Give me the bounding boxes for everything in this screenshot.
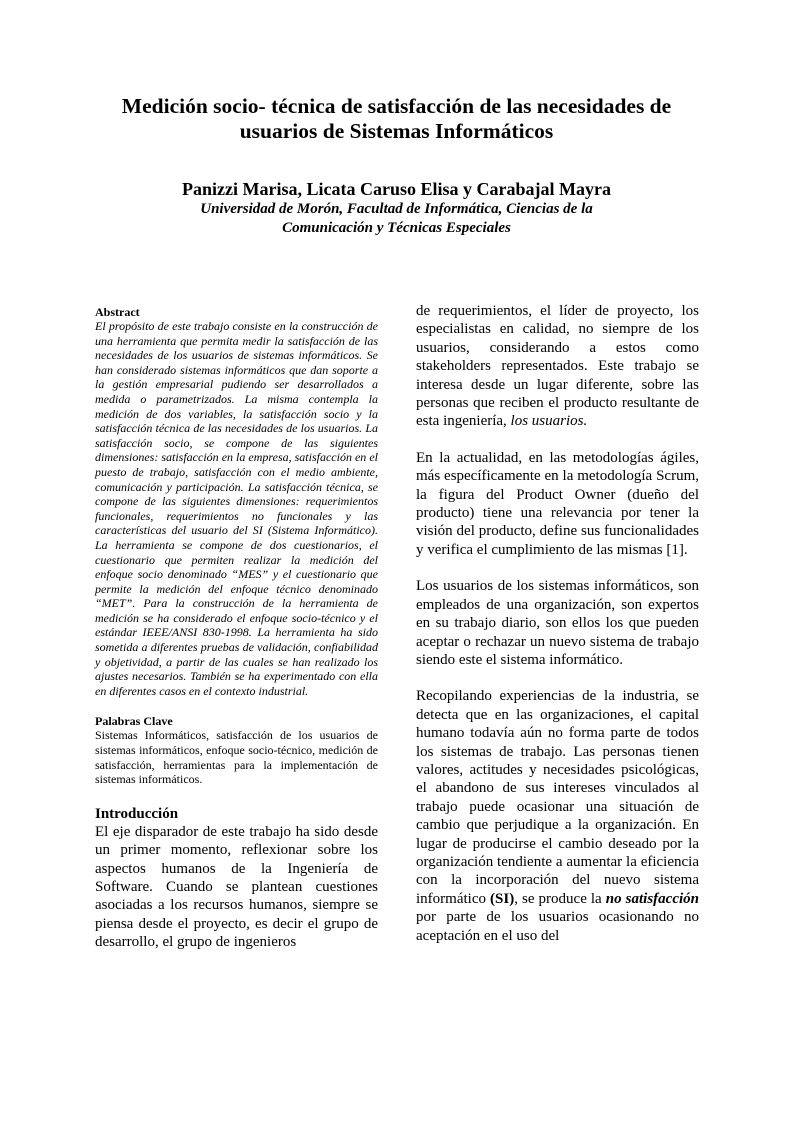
right-column [416,302,699,945]
industry-text-a: Recopilando experiencias de la industria, se detecta que en las organizaciones, el capital humano todavía aún no forma parte de todos los sistemas de trabajo. Las personas tienen valores, actitudes y necesidades psicológicas, el abandono de sus intereses vinculados al trabajo puede ocasionar una situación de cambio que perjudique a la organización. En lugar de producirse el cambio deseado por la organización tendiente a aumentar la eficiencia con la incorporación del nuevo sistema informático [416,688,699,907]
paragraph-gap [416,559,699,577]
paper-title [100,94,693,144]
paragraph-scrum: En la actualidad, en las metodologías ágiles, más específicamente en la metodología Scrum, la figura del Product Owner (dueño del producto) tiene una relevancia por tener la visión del producto, define sus funcionalidades y verifica el cumplimiento de las mismas [1]. [416,449,699,558]
industry-text-e: por parte de los usuarios ocasionando no aceptación en el uso del [416,909,699,944]
paragraph-users: Los usuarios de los sistemas informáticos, son empleados de una organización, son expertos en su trabajo diario, son ellos los que pueden aceptar o rechazar un nuevo sistema de trabajo siendo este el sistema informático. [416,578,699,668]
paragraph-gap [416,669,699,687]
industry-text-no-satisfaccion: no satisfacción [605,890,699,907]
affiliation-line-2: Comunicación y Técnicas Especiales [282,220,511,236]
industry-text-si: (SI) [490,890,515,907]
keywords-text: Sistemas Informáticos, satisfacción de los usuarios de sistemas informáticos, enfoque socio-técnico, medición de satisfacción, herramientas para la implementación de sistemas informáticos. [95,728,378,787]
paragraph-stakeholders-text: de requerimientos, el líder de proyecto, los especialistas en calidad, no siempre de los usuarios, considerando a estos como stakeholders representados. Este trabajo se interesa desde un lugar diferente, sobre las personas que reciben el producto resultante de esta ingeniería, [416,303,699,430]
paragraph-stakeholders-emphasis: los usuarios. [510,413,588,430]
title-line-2: usuarios de Sistemas Informáticos [239,119,554,143]
abstract-heading: Abstract [95,305,140,319]
abstract-text: El propósito de este trabajo consiste en la construcción de una herramienta que permita medir la satisfacción de las necesidades de los usuarios de sistemas informáticos. Se han considerado sistemas informáticos que dan soporte a la gestión empresarial pudiendo ser desarrollados a medida o parametrizados. La misma contempla la medición de dos variables, la satisfacción socio y la satisfacción técnica de las necesidades de los usuarios. La satisfacción socio, se compone de las siguientes dimensiones: satisfacción en la empresa, satisfacción en el puesto de trabajo, satisfacción con el medio ambiente, comunicación y participación. La satisfacción técnica, se compone de las siguientes dimensiones: requerimientos funcionales, requerimientos no funcionales y las características del usuario del SI (Sistema Informático). La herramienta se compone de dos cuestionarios, el cuestionario que permiten realizar la medición del enfoque socio denominado “MES” y el cuestionario que permite la medición del enfoque técnico denominado “MET”. Para la construcción de la herramienta de medición se ha considerado el enfoque socio-técnico y el estándar IEEE/ANSI 830-1998. La herramienta ha sido sometida a diferentes pruebas de validación, confiabilidad y objetividad, a partir de las cuales se han realizado los ajustes necesarios. También se ha experimentado con ella en diferentes casos en el contexto industrial. [95,319,378,698]
left-column [95,305,378,952]
keywords-heading: Palabras Clave [95,714,173,729]
title-line-1: Medición socio- técnica de satisfacción de las necesidades de [121,94,672,118]
industry-text-c: , se produce la [514,890,606,907]
author-list: Panizzi Marisa, Licata Caruso Elisa y Carabajal Mayra [182,179,611,199]
introduction-paragraph-1: El eje disparador de este trabajo ha sido desde un primer momento, reflexionar sobre los aspectos humanos de la Ingeniería de Software. Cuando se plantean cuestiones asociadas a los recursos humanos, siempre se piensa desde el proyecto, es decir el grupo de desarrollo, el grupo de ingenieros [95,823,378,951]
paragraph-industry [416,687,699,945]
affiliation-line-1: Universidad de Morón, Facultad de Informática, Ciencias de la [200,201,593,217]
paragraph-stakeholders [416,302,699,431]
affiliation [150,200,643,238]
introduction-heading: Introducción [95,805,179,822]
paragraph-gap [416,431,699,449]
